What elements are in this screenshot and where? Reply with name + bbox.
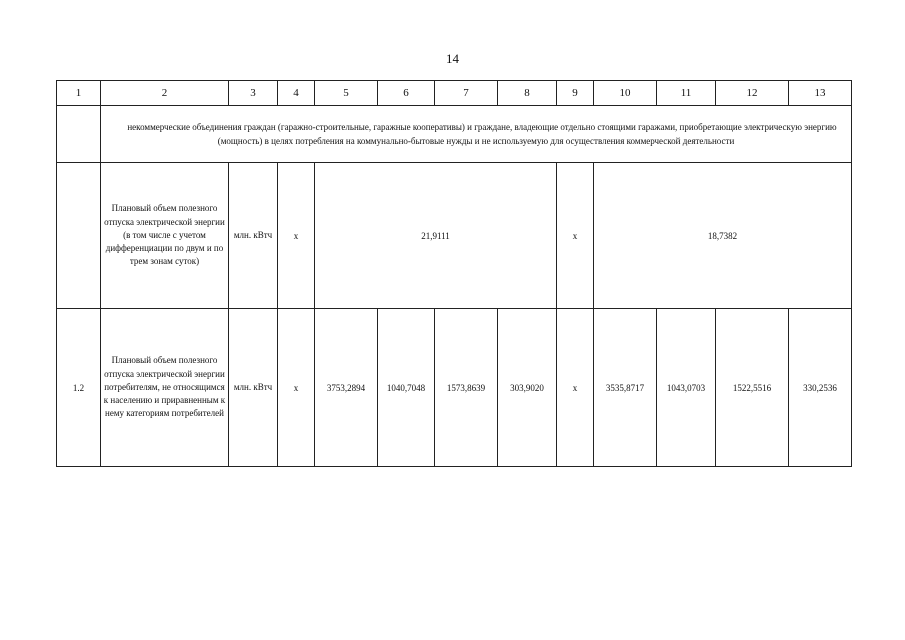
header-cell: 6 xyxy=(378,81,435,106)
intro-text-cell xyxy=(101,106,852,163)
row-1-2 xyxy=(57,309,852,467)
index-cell-empty xyxy=(57,163,101,309)
header-row xyxy=(57,81,852,106)
row-index: 1.2 xyxy=(57,309,101,467)
value-cell: 3535,8717 xyxy=(594,309,657,467)
header-cell: 2 xyxy=(101,81,229,106)
x-cell: x xyxy=(278,163,315,309)
header-cell: 11 xyxy=(657,81,716,106)
value-cell: 330,2536 xyxy=(789,309,852,467)
header-cell: 10 xyxy=(594,81,657,106)
value-cell: 1573,8639 xyxy=(435,309,498,467)
header-cell: 4 xyxy=(278,81,315,106)
merged-value-cell: 21,9111 xyxy=(315,163,557,309)
merged-value-cell: 18,7382 xyxy=(594,163,852,309)
header-cell: 1 xyxy=(57,81,101,106)
header-cell: 13 xyxy=(789,81,852,106)
x-cell: x xyxy=(557,163,594,309)
unit-cell: млн. кВтч xyxy=(229,163,278,309)
value-cell: 1040,7048 xyxy=(378,309,435,467)
value-cell: 1522,5516 xyxy=(716,309,789,467)
value-cell: 1043,0703 xyxy=(657,309,716,467)
tariff-table xyxy=(56,80,852,467)
value-cell: 3753,2894 xyxy=(315,309,378,467)
header-cell: 5 xyxy=(315,81,378,106)
intro-row xyxy=(57,106,852,163)
header-cell: 12 xyxy=(716,81,789,106)
page-number: 14 xyxy=(446,51,459,66)
index-cell-empty xyxy=(57,106,101,163)
header-cell: 7 xyxy=(435,81,498,106)
intro-text: некоммерческие объединения граждан (гаражно-строительные, гаражные кооперативы) и граждане, владеющие отдельно стоящими гаражами, приобретающие электрическую энергию (мощность) в целях потребления на коммунально-бытовые нужды и не используемую для осуществления коммерческой деятельности xyxy=(127,122,837,146)
unit-cell: млн. кВтч xyxy=(229,309,278,467)
x-cell: x xyxy=(557,309,594,467)
row-description: Плановый объем полезного отпуска электрической энергии (в том числе с учетом дифференциации по двум и по трем зонам суток) xyxy=(101,163,229,309)
row-description: Плановый объем полезного отпуска электрической энергии потребителям, не относящимся к населению и приравненным к нему категориям потребителей xyxy=(101,309,229,467)
header-cell: 9 xyxy=(557,81,594,106)
x-cell: x xyxy=(278,309,315,467)
header-cell: 8 xyxy=(498,81,557,106)
value-cell: 303,9020 xyxy=(498,309,557,467)
header-cell: 3 xyxy=(229,81,278,106)
total-row xyxy=(57,163,852,309)
